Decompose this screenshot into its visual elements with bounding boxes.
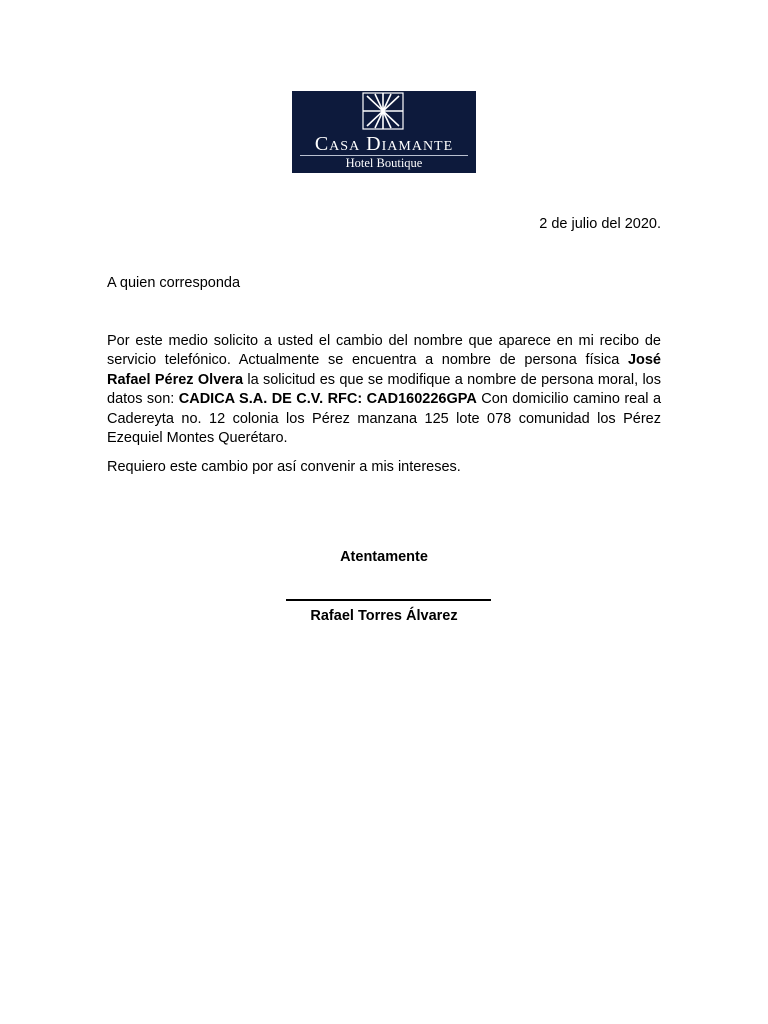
sign-off: Atentamente xyxy=(340,549,428,565)
body-text-1: Por este medio solicito a usted el cambio del nombre que aparece en mi recibo de servicio telefónico. Actualmente se encuentra a nombre de persona física xyxy=(107,333,661,369)
company-data: CADICA S.A. DE C.V. RFC: CAD160226GPA xyxy=(178,391,477,408)
person-name: José Rafael Pérez Olvera xyxy=(107,352,661,388)
closing-line: Requiero este cambio por así convenir a mis intereses. xyxy=(107,459,461,475)
letter-date: 2 de julio del 2020. xyxy=(539,216,661,232)
hotel-logo xyxy=(292,91,476,173)
salutation: A quien corresponda xyxy=(107,275,241,291)
signature-line xyxy=(286,599,491,601)
body-text-2: la solicitud es que se modifique a nombre de persona moral, los datos son: xyxy=(107,371,661,408)
signer-name: Rafael Torres Álvarez xyxy=(310,608,458,624)
logo-subtitle: Hotel Boutique xyxy=(345,156,423,170)
logo-name: Casa Diamante xyxy=(314,133,454,155)
letter-body xyxy=(107,332,661,448)
body-text-3: Con domicilio camino real a Cadereyta no. 12 colonia los Pérez manzana 125 lote 078 comunidad los Pérez Ezequiel Montes Querétaro. xyxy=(107,391,662,447)
